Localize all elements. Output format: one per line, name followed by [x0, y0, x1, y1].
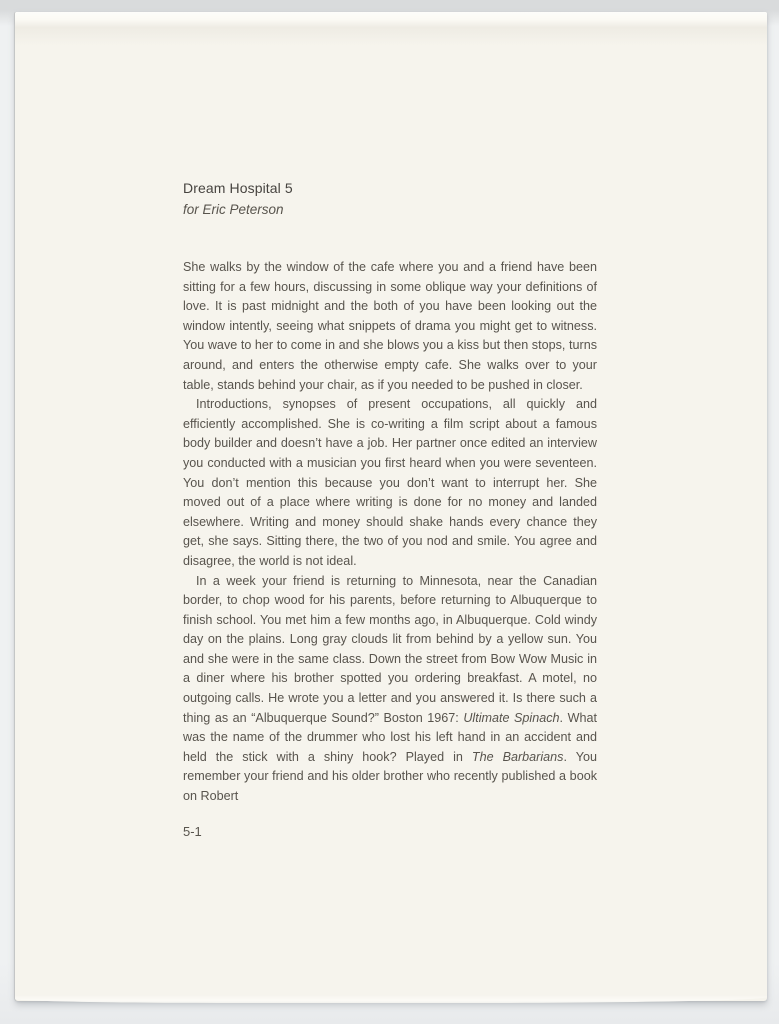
text-run: Introductions, synopses of present occupations, all quickly and efficiently accomplished. She is co-writing a film script about a famous body builder and doesn’t have a job. Her partner once edited an interview you conducted with a musician you first heard when you were seventeen. You don’t mention this because you don’t want to interrupt her. She moved out of a place where writing is done for no money and landed elsewhere. Writing and money should shake hands every chance they get, she says. Sitting there, the two of you nod and smile. You agree and disagree, the world is not ideal.: [183, 397, 597, 568]
paper-sheet: [15, 12, 767, 1001]
page-number: 5-1: [183, 823, 202, 839]
text-block: [183, 178, 597, 841]
paragraph: [183, 395, 597, 571]
poem-title: Dream Hospital 5: [183, 180, 293, 196]
text-run: . What was the name of the drummer who lost his left hand in an accident and held the stick with a shiny hook? Played in: [183, 710, 597, 764]
italic-text-run: Ultimate Spinach: [463, 710, 560, 725]
paragraph: [183, 258, 597, 395]
paragraph: [183, 572, 597, 807]
italic-text-run: The Barbarians: [471, 749, 564, 764]
text-run: . You remember your friend and his older brother who recently published a book on Robert: [183, 749, 598, 804]
text-run: In a week your friend is returning to Minnesota, near the Canadian border, to chop wood for his parents, before returning to Albuquerque to finish school. You met him a few months ago, in Albuquerque. Cold windy day on the plains. Long gray clouds lit from behind by a yellow sun. You and she were in the same class. Down the street from Bow Wow Music in a diner where his brother spotted you ordering breakfast. A motel, no outgoing calls. He wrote you a letter and you answered it. Is there such a thing as an “Albuquerque Sound?” Boston 1967:: [183, 573, 597, 725]
dedication: for Eric Peterson: [183, 202, 284, 217]
text-run: She walks by the window of the cafe where you and a friend have been sitting for a few hours, discussing in some oblique way your definitions of love. It is past midnight and the both of you have been looking out the window intently, seeing what snippets of drama you might get to witness. You wave to her to come in and she blows you a kiss but then stops, turns around, and enters the otherwise empty cafe. She walks over to your table, stands behind your chair, as if you needed to be pushed in closer.: [183, 260, 597, 392]
body-paragraphs: [183, 258, 597, 807]
